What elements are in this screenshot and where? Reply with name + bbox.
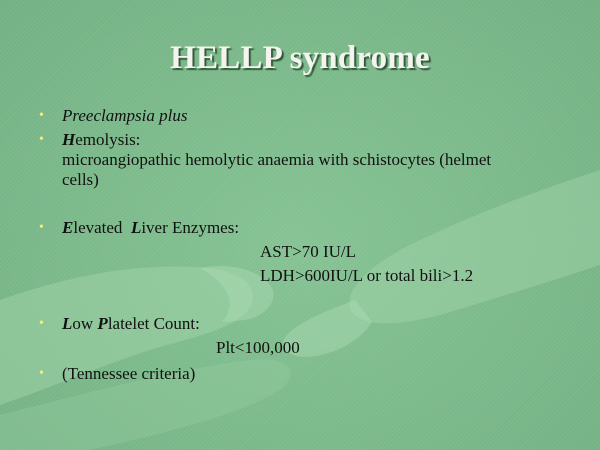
initial-letter: P	[97, 314, 108, 333]
initial-letter: L	[62, 314, 73, 333]
initial-letter: L	[130, 218, 142, 237]
word-rest: levated	[73, 218, 123, 237]
word-rest: ow	[72, 314, 94, 333]
initial-letter: H	[62, 130, 76, 149]
word-rest: latelet Count:	[107, 314, 200, 333]
ast-criterion: AST>70 IU/L	[260, 242, 356, 261]
bullet-hemolysis-rest: emolysis:	[75, 130, 141, 149]
slide-title: HELLP syndrome	[170, 40, 430, 76]
bullet-marker: •	[39, 316, 44, 331]
right-arm-shape	[349, 170, 600, 323]
bullet-elevated-liver-enzymes	[62, 218, 239, 238]
bullet-preeclampsia: Preeclampsia plus	[62, 106, 188, 125]
platelet-criterion: Plt<100,000	[216, 338, 300, 357]
bullet-marker: •	[39, 132, 44, 147]
hemolysis-detail-line-2: cells)	[62, 170, 99, 189]
bullet-marker: •	[39, 366, 44, 381]
bullet-tennessee-criteria: (Tennessee criteria)	[62, 364, 196, 383]
hemolysis-detail-line-1: microangiopathic hemolytic anaemia with schistocytes (helmet	[62, 150, 492, 169]
bullet-hemolysis	[62, 130, 140, 150]
initial-letter: E	[62, 218, 74, 237]
word-rest: iver Enzymes:	[141, 218, 240, 237]
bullet-marker: •	[39, 220, 44, 235]
bullet-low-platelet-count	[62, 314, 200, 334]
bullet-marker: •	[39, 108, 44, 123]
ldh-bili-criterion: LDH>600IU/L or total bili>1.2	[260, 266, 474, 285]
